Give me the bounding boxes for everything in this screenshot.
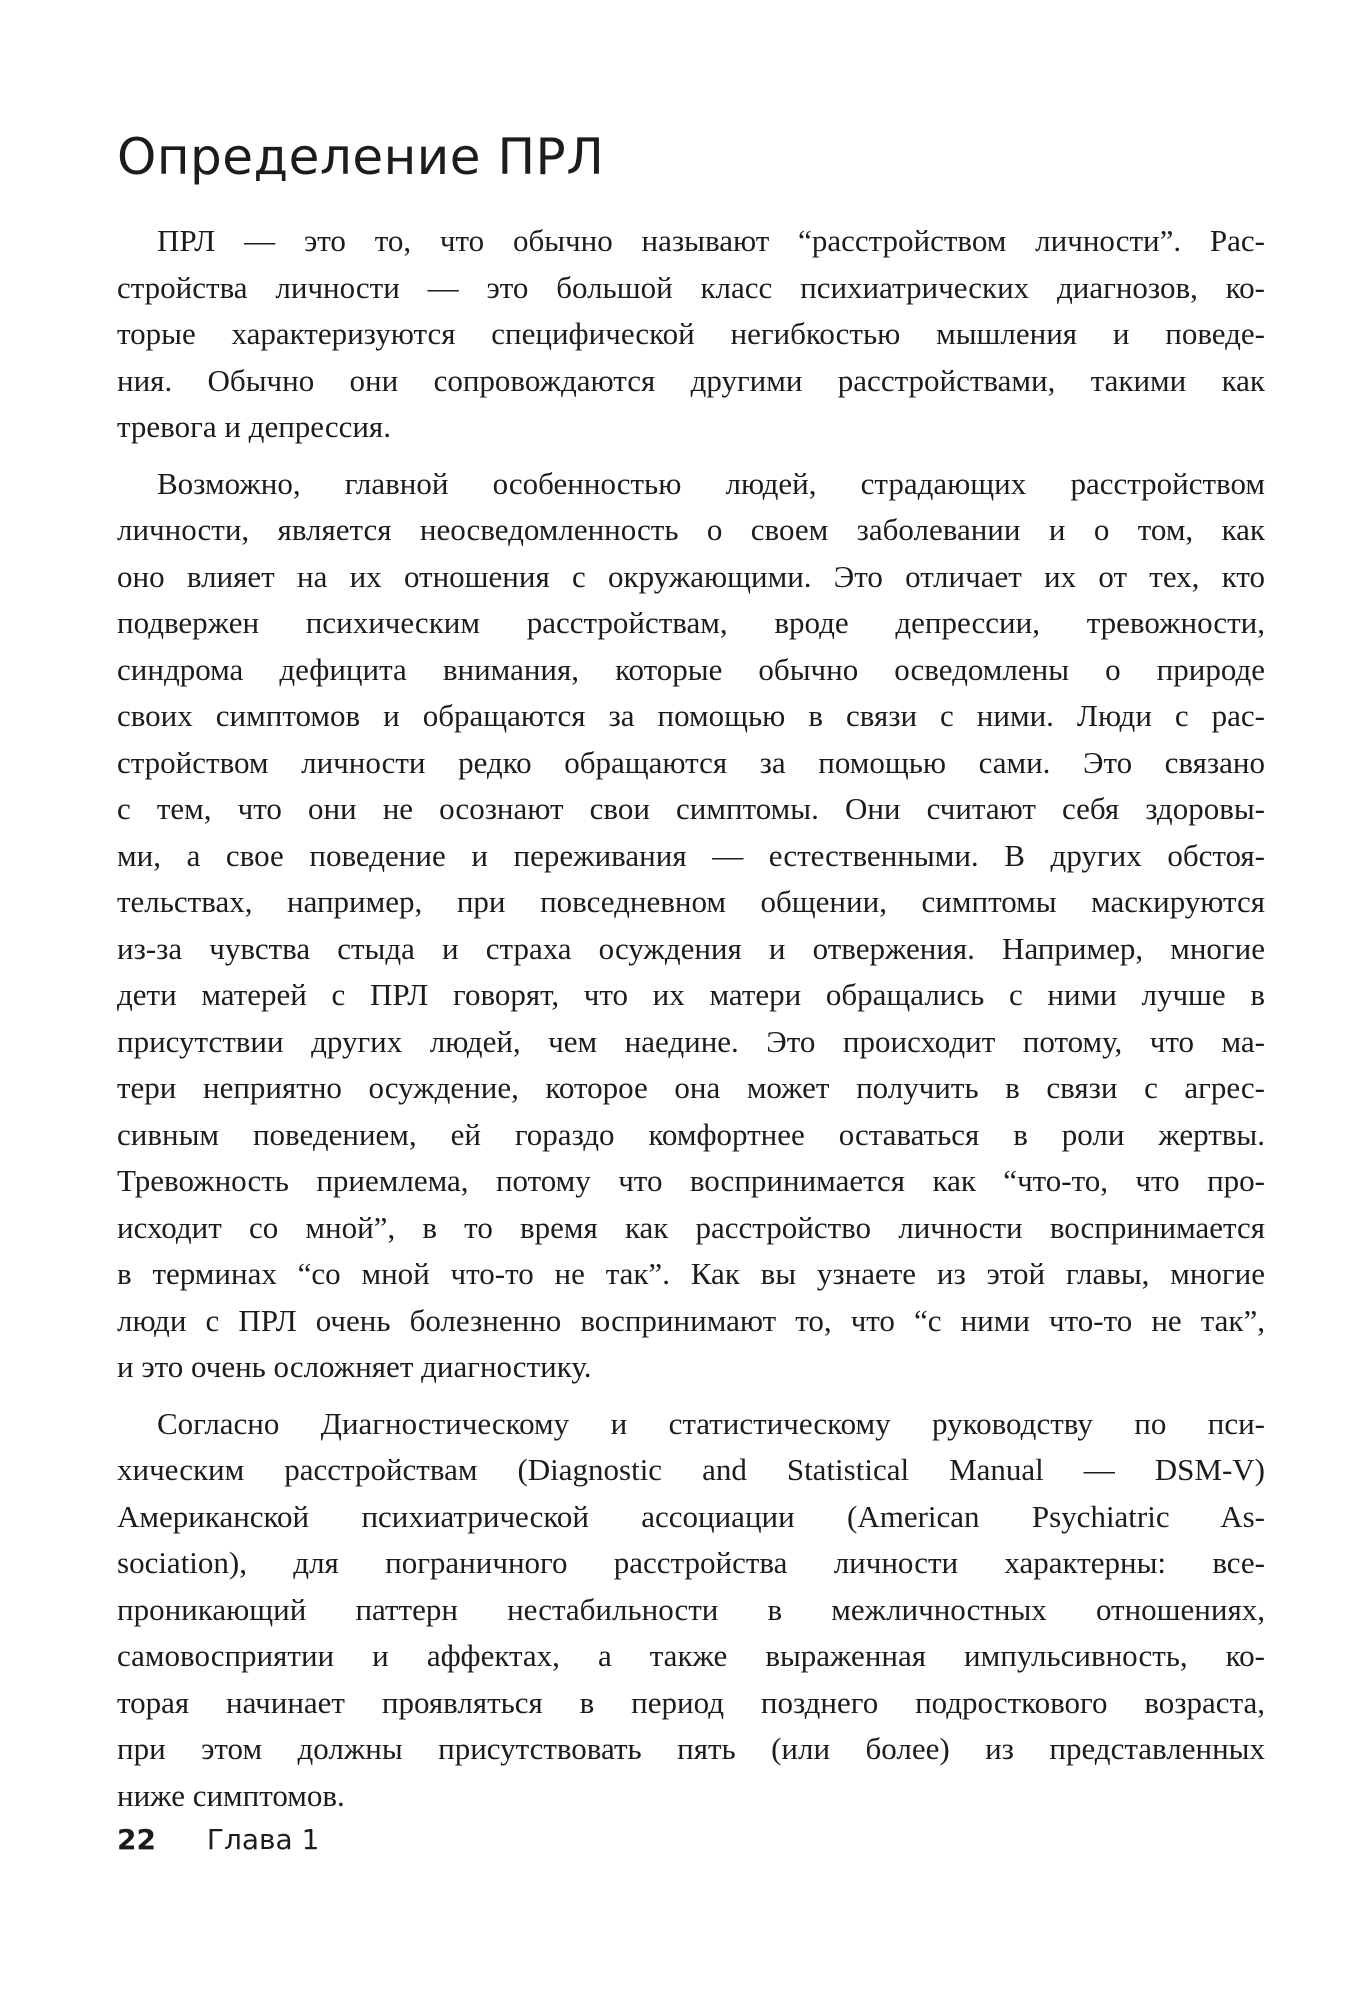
text-line: присутствии других людей, чем наедине. Это происходит потому, что ма- <box>117 1023 1265 1059</box>
text-line: сивным поведением, ей гораздо комфортнее оставаться в роли жертвы. <box>117 1116 1265 1152</box>
text-line: ния. Обычно они сопровождаются другими расстройствами, такими как <box>117 362 1265 398</box>
text-line: исходит со мной”, в то время как расстройство личности воспринимается <box>117 1209 1265 1245</box>
text-line: личности, является неосведомленность о своем заболевании и о том, как <box>117 512 1265 547</box>
text-line: оно влияет на их отношения с окружающими. Это отличает их от тех, кто <box>117 558 1265 594</box>
text-line: люди с ПРЛ очень болезненно воспринимают то, что “с ними что-то не так”, <box>117 1302 1265 1338</box>
text-line: Возможно, главной особенностью людей, страдающих расстройством <box>157 465 1265 501</box>
text-line: ниже симптомов. <box>117 1777 345 1813</box>
text-line: проникающий паттерн нестабильности в межличностных отношениях, <box>117 1591 1265 1627</box>
text-line: из-за чувства стыда и страха осуждения и отвержения. Например, многие <box>117 930 1265 966</box>
chapter-label: Глава 1 <box>206 1823 320 1856</box>
text-line: торые характеризуются специфической негибкостью мышления и поведе- <box>117 316 1265 351</box>
paragraph-3 <box>117 1401 1265 1820</box>
text-line: Согласно Диагностическому и статистическому руководству по пси- <box>157 1405 1265 1441</box>
paragraph-2 <box>117 461 1265 1391</box>
page-number: 22 <box>117 1823 156 1856</box>
text-line: подвержен психическим расстройствам, вроде депрессии, тревожности, <box>117 605 1265 640</box>
section-heading: Определение ПРЛ <box>117 128 605 186</box>
text-line: своих симптомов и обращаются за помощью в связи с ними. Люди с рас- <box>117 698 1265 733</box>
text-line: синдрома дефицита внимания, которые обычно осведомлены о природе <box>117 651 1265 687</box>
paragraph-1 <box>117 218 1265 451</box>
text-line: Тревожность приемлема, потому что воспринимается как “что-то, что про- <box>117 1163 1265 1198</box>
text-line: Американской психиатрической ассоциации (American Psychiatric As- <box>117 1498 1265 1534</box>
text-line: ми, а свое поведение и переживания — естественными. В других обстоя- <box>117 837 1265 873</box>
text-line: самовосприятии и аффектах, а также выраженная импульсивность, ко- <box>117 1638 1265 1673</box>
text-line: ПРЛ — это то, что обычно называют “расстройством личности”. Рас- <box>157 223 1265 258</box>
text-line: с тем, что они не осознают свои симптомы. Они считают себя здоровы- <box>117 791 1265 826</box>
text-line: стройством личности редко обращаются за помощью сами. Это связано <box>117 744 1265 780</box>
page-footer <box>117 1822 319 1858</box>
text-line: стройства личности — это большой класс психиатрических диагнозов, ко- <box>117 269 1265 305</box>
body-text <box>117 218 1265 1829</box>
text-line: тельствах, например, при повседневном общении, симптомы маскируются <box>117 884 1265 919</box>
text-line: sociation), для пограничного расстройства личности характерны: все- <box>117 1545 1265 1580</box>
text-line: при этом должны присутствовать пять (или более) из представленных <box>117 1731 1265 1766</box>
text-line: хическим расстройствам (Diagnostic and Statistical Manual — DSM-V) <box>117 1452 1265 1487</box>
text-line: тревога и депрессия. <box>117 409 391 444</box>
text-line: и это очень осложняет диагностику. <box>117 1349 592 1384</box>
text-line: дети матерей с ПРЛ говорят, что их матери обращались с ними лучше в <box>117 977 1265 1012</box>
text-line: тери неприятно осуждение, которое она может получить в связи с агрес- <box>117 1070 1265 1105</box>
text-line: в терминах “со мной что-то не так”. Как вы узнаете из этой главы, многие <box>117 1256 1265 1291</box>
text-line: торая начинает проявляться в период позднего подросткового возраста, <box>117 1684 1265 1720</box>
